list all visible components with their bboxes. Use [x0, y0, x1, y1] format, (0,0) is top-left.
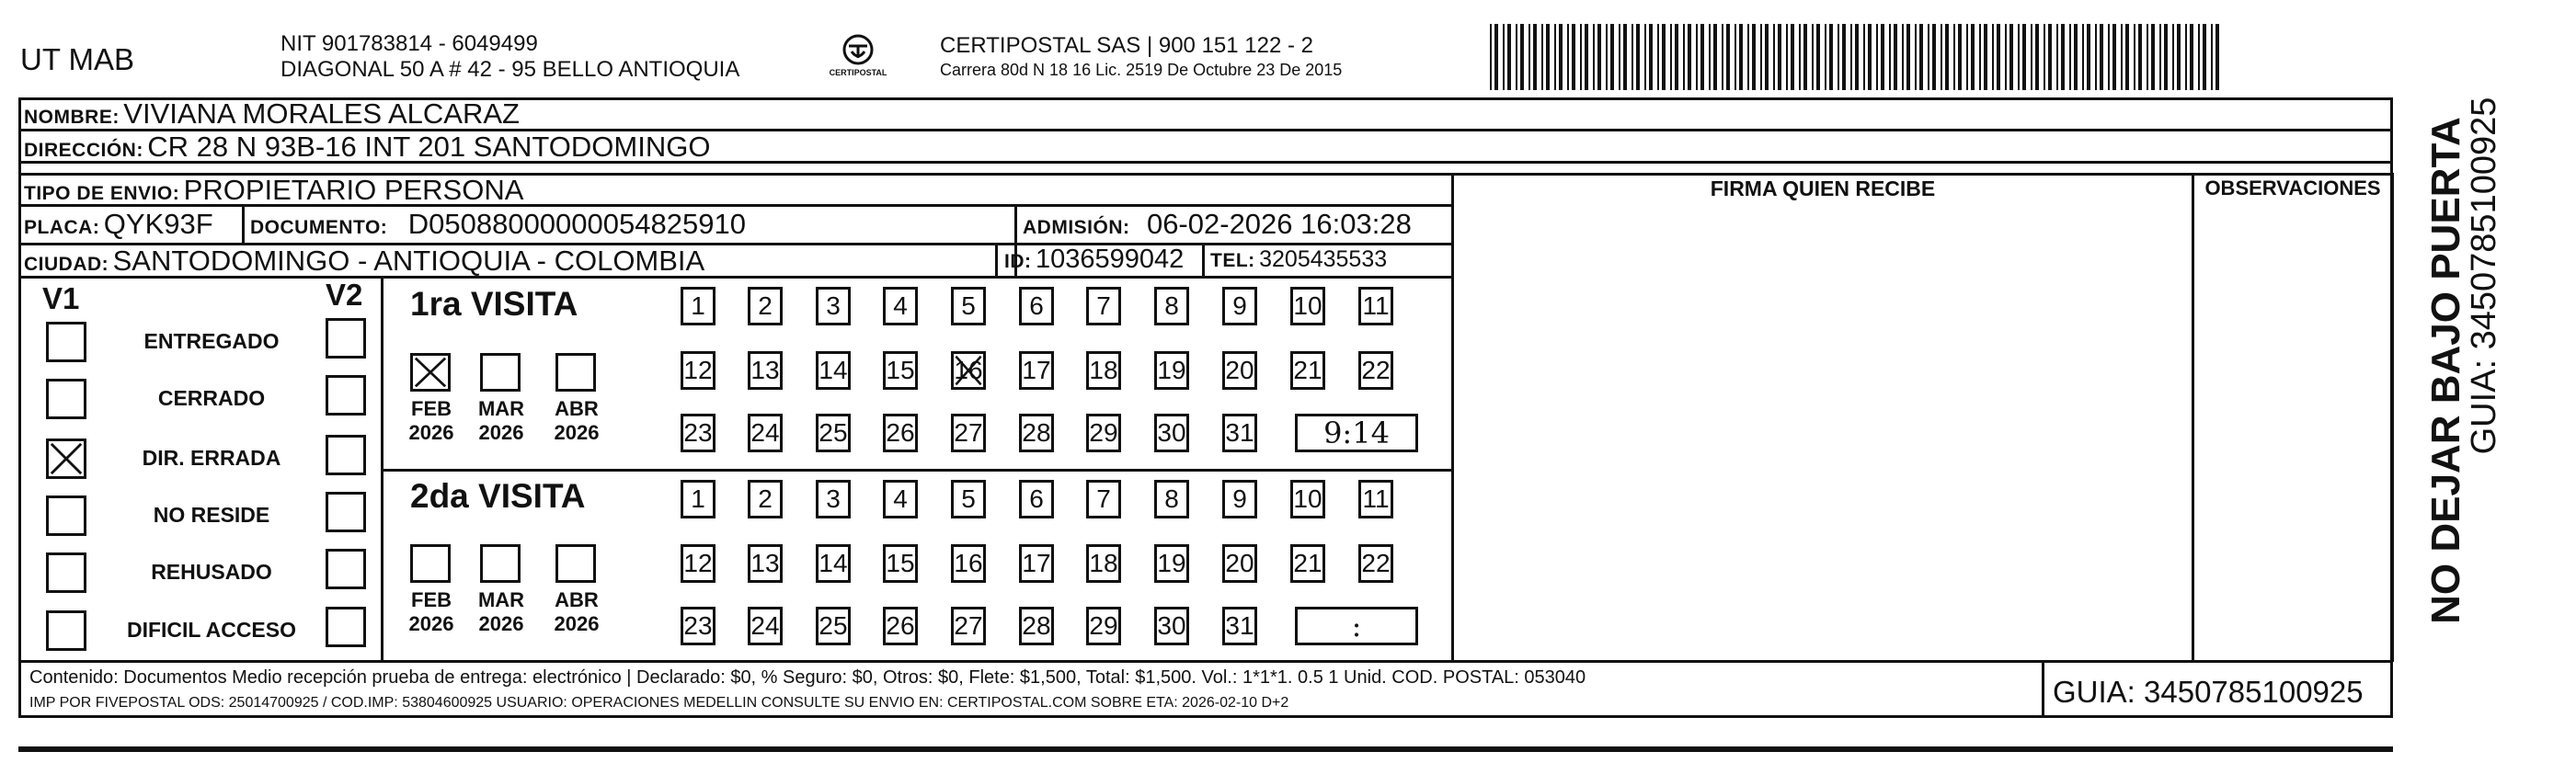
day-box[interactable]: [883, 607, 918, 645]
day-number: 23: [683, 611, 713, 640]
day-box[interactable]: [748, 414, 783, 452]
day-number: 9: [1232, 484, 1247, 513]
day-number: 1: [691, 484, 705, 513]
day-box[interactable]: [1086, 287, 1121, 325]
day-box[interactable]: [1222, 351, 1257, 390]
day-box[interactable]: [883, 287, 918, 325]
day-number: 3: [826, 484, 841, 513]
placa-value: QYK93F: [103, 208, 213, 240]
v1-checkbox[interactable]: [46, 495, 86, 536]
day-number: 20: [1225, 356, 1254, 384]
month-checkbox[interactable]: [410, 544, 451, 583]
day-number: 26: [886, 418, 915, 447]
v1-checkbox[interactable]: [46, 438, 86, 479]
day-box[interactable]: [1222, 414, 1257, 452]
ciudad-label: CIUDAD:: [24, 254, 109, 275]
time-box[interactable]: [1295, 414, 1418, 452]
day-box[interactable]: [681, 607, 716, 645]
day-box[interactable]: [883, 480, 918, 518]
v2-checkbox[interactable]: [326, 607, 366, 647]
company-address: DIAGONAL 50 A # 42 - 95 BELLO ANTIOQUIA: [280, 57, 740, 82]
day-number: 6: [1029, 484, 1044, 513]
day-number: 21: [1293, 549, 1322, 577]
day-box[interactable]: [816, 287, 851, 325]
day-number: 11: [1362, 291, 1390, 320]
tel-label: TEL:: [1210, 250, 1255, 271]
day-number: 22: [1361, 356, 1391, 384]
day-number: 2: [758, 291, 773, 320]
time-value: 9:14: [1323, 416, 1390, 450]
day-number: 30: [1157, 418, 1186, 447]
status-label: ENTREGADO: [143, 329, 280, 353]
side-text: [2393, 97, 2503, 689]
day-box[interactable]: [816, 544, 851, 583]
day-box[interactable]: [883, 544, 918, 583]
day-box[interactable]: [1222, 287, 1257, 325]
day-box[interactable]: [1222, 544, 1257, 583]
bottom-rule: [18, 746, 2393, 752]
ciudad-row: [24, 245, 704, 278]
month-checkbox[interactable]: [480, 544, 521, 583]
day-number: 7: [1096, 291, 1111, 320]
status-label: NO RESIDE: [153, 503, 270, 527]
tipo-row: [24, 174, 523, 207]
month-label: MAR 2026: [477, 397, 525, 444]
day-box[interactable]: [1290, 544, 1325, 583]
day-number: 25: [819, 611, 848, 640]
courier-license: Carrera 80d N 18 16 Lic. 2519 De Octubre 23 De 2015: [940, 61, 1343, 79]
time-value: :: [1351, 609, 1362, 643]
month-label: ABR 2026: [554, 397, 600, 444]
barcode: [1490, 24, 2221, 90]
day-number: 16: [954, 549, 983, 577]
day-box[interactable]: [816, 480, 851, 518]
day-box[interactable]: [951, 287, 986, 325]
day-box[interactable]: [1019, 480, 1054, 518]
day-number: 25: [819, 418, 848, 447]
day-box[interactable]: [951, 414, 986, 452]
day-number: 18: [1089, 549, 1118, 577]
company-nit: NIT 901783814 - 6049499: [280, 31, 538, 56]
placa-row: [24, 208, 213, 241]
v1-checkbox[interactable]: [46, 610, 86, 651]
day-number: 26: [886, 611, 915, 640]
day-number: 16: [954, 356, 983, 384]
day-box[interactable]: [1290, 480, 1325, 518]
day-number: 19: [1157, 356, 1186, 384]
v2-checkbox[interactable]: [326, 435, 366, 475]
status-label: DIR. ERRADA: [142, 446, 281, 470]
day-number: 15: [886, 356, 915, 384]
day-box[interactable]: [1019, 287, 1054, 325]
day-box[interactable]: [681, 544, 716, 583]
day-box[interactable]: [883, 351, 918, 390]
day-box[interactable]: [1019, 607, 1054, 645]
day-number: 8: [1164, 484, 1179, 513]
day-number: 17: [1022, 356, 1051, 384]
day-number: 31: [1225, 611, 1254, 640]
day-number: 20: [1225, 549, 1254, 577]
day-number: 2: [758, 484, 773, 513]
v1-label: V1: [42, 281, 80, 315]
month-checkbox[interactable]: [555, 353, 596, 392]
month-label: MAR 2026: [477, 588, 525, 635]
day-box[interactable]: [681, 351, 716, 390]
day-number: 12: [683, 356, 713, 384]
day-box[interactable]: [1358, 480, 1393, 518]
day-box[interactable]: [1086, 351, 1121, 390]
nombre-label: NOMBRE:: [24, 107, 120, 128]
day-box[interactable]: [1154, 480, 1189, 518]
day-number: 19: [1157, 549, 1186, 577]
day-number: 23: [683, 418, 713, 447]
status-label: CERRADO: [157, 386, 266, 410]
day-box[interactable]: [1358, 544, 1393, 583]
side-guia: GUIA: 3450785100925: [2465, 97, 2503, 455]
day-number: 13: [750, 549, 780, 577]
documento-value: D05088000000054825910: [407, 208, 746, 240]
direccion-value: CR 28 N 93B-16 INT 201 SANTODOMINGO: [147, 131, 711, 163]
day-number: 5: [961, 484, 976, 513]
day-number: 29: [1089, 418, 1118, 447]
day-box[interactable]: [1019, 351, 1054, 390]
day-number: 8: [1164, 291, 1179, 320]
day-number: 29: [1089, 611, 1118, 640]
v2-checkbox[interactable]: [326, 375, 366, 416]
day-box[interactable]: [748, 480, 783, 518]
day-number: 3: [826, 291, 841, 320]
month-label: FEB 2026: [408, 397, 454, 444]
id-label: ID:: [1004, 251, 1032, 272]
day-box[interactable]: [1086, 544, 1121, 583]
certipostal-logo: [817, 33, 899, 83]
tel-row: [1210, 246, 1387, 273]
day-box[interactable]: [816, 607, 851, 645]
day-number: 7: [1096, 484, 1111, 513]
day-box[interactable]: [1154, 414, 1189, 452]
id-value: 1036599042: [1035, 245, 1185, 274]
day-box[interactable]: [681, 414, 716, 452]
day-box[interactable]: [1086, 607, 1121, 645]
day-box[interactable]: [951, 480, 986, 518]
visit1-title: 1ra VISITA: [410, 285, 578, 323]
documento-label: DOCUMENTO:: [250, 217, 388, 238]
day-box[interactable]: [1086, 414, 1121, 452]
day-number: 31: [1225, 418, 1254, 447]
day-box[interactable]: [1358, 287, 1393, 325]
day-number: 4: [893, 484, 908, 513]
month-label: FEB 2026: [408, 588, 454, 635]
day-number: 12: [683, 549, 713, 577]
status-label: DIFICIL ACCESO: [126, 618, 296, 642]
day-box[interactable]: [1086, 480, 1121, 518]
tipo-label: TIPO DE ENVIO:: [24, 183, 180, 204]
day-number: 10: [1293, 291, 1322, 320]
nombre-row: [24, 97, 520, 131]
direccion-row: [24, 131, 710, 164]
footer-imp: IMP POR FIVEPOSTAL ODS: 25014700925 / COD.IMP: 53804600925 USUARIO: OPERACIONES MEDELLIN CONSULTE SU ENVIO EN: CERTIPOSTAL.COM SOBRE ETA: 2026-02-10 D+2: [29, 695, 1289, 711]
day-number: 14: [819, 549, 848, 577]
day-box[interactable]: [816, 351, 851, 390]
day-box[interactable]: [1358, 351, 1393, 390]
time-box[interactable]: [1295, 607, 1418, 645]
footer-guia: GUIA: 3450785100925: [2053, 675, 2364, 709]
admision-value: 06-02-2026 16:03:28: [1146, 208, 1412, 240]
v1-checkbox[interactable]: [46, 552, 86, 593]
month-checkbox[interactable]: [555, 544, 596, 583]
v1-checkbox[interactable]: [46, 379, 86, 419]
day-box[interactable]: [1019, 544, 1054, 583]
day-number: 18: [1089, 356, 1118, 384]
day-number: 28: [1022, 611, 1051, 640]
day-box[interactable]: [748, 544, 783, 583]
day-box[interactable]: [1154, 544, 1189, 583]
day-box[interactable]: [1154, 607, 1189, 645]
tipo-value: PROPIETARIO PERSONA: [183, 174, 524, 206]
day-number: 4: [893, 291, 908, 320]
day-box[interactable]: [681, 480, 716, 518]
day-number: 27: [954, 611, 983, 640]
placa-label: PLACA:: [24, 217, 100, 238]
courier-name: CERTIPOSTAL SAS | 900 151 122 - 2: [940, 33, 1313, 58]
v2-checkbox[interactable]: [326, 318, 366, 359]
day-number: 14: [819, 356, 848, 384]
v1-checkbox[interactable]: [46, 322, 86, 362]
day-box[interactable]: [1154, 351, 1189, 390]
day-box[interactable]: [748, 287, 783, 325]
side-warning: NO DEJAR BAJO PUERTA: [2423, 117, 2468, 624]
day-number: 24: [750, 611, 780, 640]
day-box[interactable]: [951, 544, 986, 583]
day-box[interactable]: [1154, 287, 1189, 325]
day-number: 27: [954, 418, 983, 447]
day-number: 22: [1361, 549, 1391, 577]
day-box[interactable]: [681, 287, 716, 325]
v2-checkbox[interactable]: [326, 549, 366, 589]
visit2-title: 2da VISITA: [410, 477, 586, 515]
day-box[interactable]: [748, 607, 783, 645]
id-row: [1004, 245, 1184, 275]
day-box[interactable]: [1019, 414, 1054, 452]
day-number: 11: [1362, 484, 1390, 513]
day-box[interactable]: [748, 351, 783, 390]
month-checkbox[interactable]: [480, 353, 521, 392]
day-box[interactable]: [951, 607, 986, 645]
day-number: 17: [1022, 549, 1051, 577]
day-number: 13: [750, 356, 780, 384]
day-number: 28: [1022, 418, 1051, 447]
day-box[interactable]: [1222, 607, 1257, 645]
v2-label: V2: [326, 278, 363, 312]
tel-value: 3205435533: [1259, 246, 1388, 272]
day-number: 1: [691, 291, 705, 320]
day-box[interactable]: [816, 414, 851, 452]
direccion-label: DIRECCIÓN:: [24, 140, 143, 161]
admision-label: ADMISIÓN:: [1023, 217, 1130, 238]
ciudad-value: SANTODOMINGO - ANTIOQUIA - COLOMBIA: [112, 245, 705, 277]
day-number: 24: [750, 418, 780, 447]
logo-text: CERTIPOSTAL: [829, 68, 887, 77]
day-number: 6: [1029, 291, 1044, 320]
day-number: 5: [961, 291, 976, 320]
documento-row: [250, 208, 746, 241]
day-number: 21: [1293, 356, 1322, 384]
month-checkbox[interactable]: [410, 353, 451, 392]
v2-checkbox[interactable]: [326, 492, 366, 532]
footer-content: Contenido: Documentos Medio recepción prueba de entrega: electrónico | Declarado: $0, % Seguro: $0, Otros: $0, Flete: $1,500, Total: $1,500. Vol.: 1*1*1. 0.5 1 Unid. COD. POSTAL: 053040: [29, 667, 1586, 688]
day-number: 15: [886, 549, 915, 577]
day-box[interactable]: [1290, 351, 1325, 390]
firma-label: FIRMA QUIEN RECIBE: [1710, 177, 1936, 200]
company-name: UT MAB: [20, 42, 135, 76]
day-number: 10: [1293, 484, 1322, 513]
day-box[interactable]: [883, 414, 918, 452]
status-label: REHUSADO: [151, 560, 272, 584]
month-label: ABR 2026: [554, 588, 600, 635]
nombre-value: VIVIANA MORALES ALCARAZ: [123, 97, 520, 130]
day-number: 30: [1157, 611, 1186, 640]
admision-row: [1023, 208, 1412, 241]
day-box[interactable]: [1222, 480, 1257, 518]
observaciones-label: OBSERVACIONES: [2204, 177, 2381, 199]
day-box[interactable]: [1290, 287, 1325, 325]
day-number: 9: [1232, 291, 1247, 320]
day-box[interactable]: [951, 351, 986, 390]
